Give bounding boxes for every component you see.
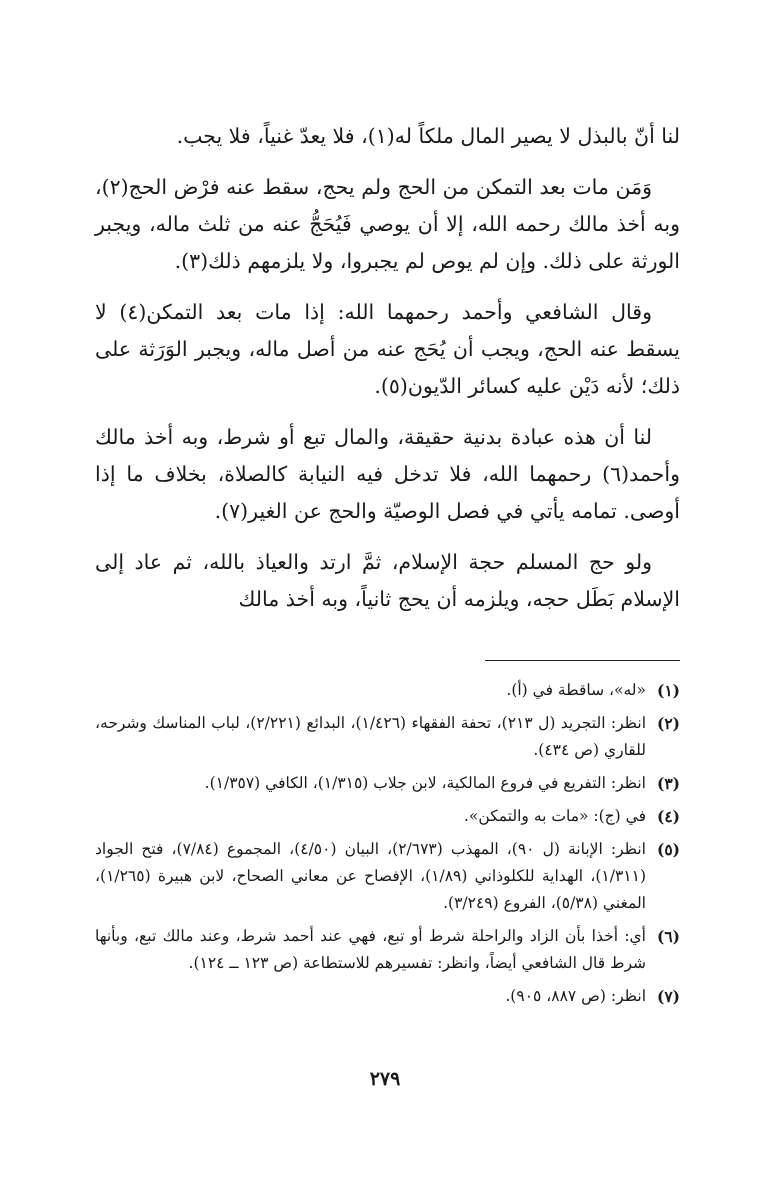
footnote-number: (٢) bbox=[656, 714, 680, 733]
paragraph-5: ولو حج المسلم حجة الإسلام، ثمَّ ارتد والعياذ بالله، ثم عاد إلى الإسلام بَطَل حجه، ويلزمه أن يحج ثانياً، وبه أخذ مالك bbox=[95, 550, 680, 611]
footnote-number: (٧) bbox=[656, 987, 680, 1006]
paragraph-1: لنا أنّ بالبذل لا يصير المال ملكاً له(١)، فلا يعدّ غنياً، فلا يجب. bbox=[176, 124, 680, 148]
footnote-number: (١) bbox=[656, 681, 680, 700]
footnote-number: (٦) bbox=[656, 927, 680, 946]
footnote-3 bbox=[95, 770, 680, 797]
footnote-text: انظر: (ص ٨٨٧، ٩٠٥). bbox=[505, 987, 646, 1005]
footnote-5 bbox=[95, 836, 680, 917]
footnote-4 bbox=[95, 803, 680, 830]
footnote-number: (٥) bbox=[656, 840, 680, 859]
footnote-divider bbox=[485, 660, 680, 661]
page-number: ٢٧٩ bbox=[369, 1068, 401, 1090]
footnote-text: «له»، ساقطة في (أ). bbox=[506, 681, 646, 699]
footnote-7 bbox=[95, 983, 680, 1010]
page-content bbox=[95, 118, 680, 1016]
footnote-2 bbox=[95, 710, 680, 764]
footnote-number: (٣) bbox=[656, 774, 680, 793]
footnote-1 bbox=[95, 677, 680, 704]
footnote-text: انظر: الإبانة (ل ٩٠)، المهذب (٢/٦٧٣)، البيان (٤/٥٠)، المجموع (٧/٨٤)، فتح الجواد (١/٣١١)، الهداية للكلوذاني (١/٨٩)، الإفصاح عن معاني الصحاح، لابن هبيرة (١/٢٦٥)، المغني (٥/٣٨)، الفروع (٣/٢٤٩). bbox=[95, 840, 646, 912]
footnote-6 bbox=[95, 923, 680, 977]
paragraph-4: لنا أن هذه عبادة بدنية حقيقة، والمال تبع أو شرط، وبه أخذ مالك وأحمد(٦) رحمهما الله، فلا تدخل فيه النيابة كالصلاة، بخلاف ما إذا أوصى. تمامه يأتي في فصل الوصيّة والحج عن الغير(٧). bbox=[95, 425, 680, 523]
paragraph-3: وقال الشافعي وأحمد رحمهما الله: إذا مات بعد التمكن(٤) لا يسقط عنه الحج، ويجب أن يُحَج عنه من أصل ماله، ويجبر الوَرَثة على ذلك؛ لأنه دَيْن عليه كسائر الدّيون(٥). bbox=[95, 300, 680, 398]
footnote-text: أي: أخذا بأن الزاد والراحلة شرط أو تبع، فهي عند أحمد شرط، وعند مالك تبع، وبأنها شرط قال الشافعي أيضاً، وانظر: تفسيرهم للاستطاعة (ص ١٢٣ ــ ١٢٤). bbox=[95, 927, 646, 972]
main-text bbox=[95, 118, 680, 618]
footnotes bbox=[95, 677, 680, 1010]
paragraph-2: وَمَن مات بعد التمكن من الحج ولم يحج، سقط عنه فرْض الحج(٢)، وبه أخذ مالك رحمه الله، إلا أن يوصي فَيُحَجُّ عنه من ثلث ماله، ويجبر الورثة على ذلك. وإن لم يوص لم يجبروا، ولا يلزمهم ذلك(٣). bbox=[95, 175, 680, 273]
footnote-text: انظر: التفريع في فروع المالكية، لابن جلاب (١/٣١٥)، الكافي (١/٣٥٧). bbox=[204, 774, 646, 792]
footnote-text: انظر: التجريد (ل ٢١٣)، تحفة الفقهاء (١/٤٢٦)، البدائع (٢/٢٢١)، لباب المناسك وشرحه، للقاري (ص ٤٣٤). bbox=[95, 714, 647, 759]
footnote-number: (٤) bbox=[656, 807, 680, 826]
footnote-text: في (ج): «مات به والتمكن». bbox=[463, 807, 646, 825]
